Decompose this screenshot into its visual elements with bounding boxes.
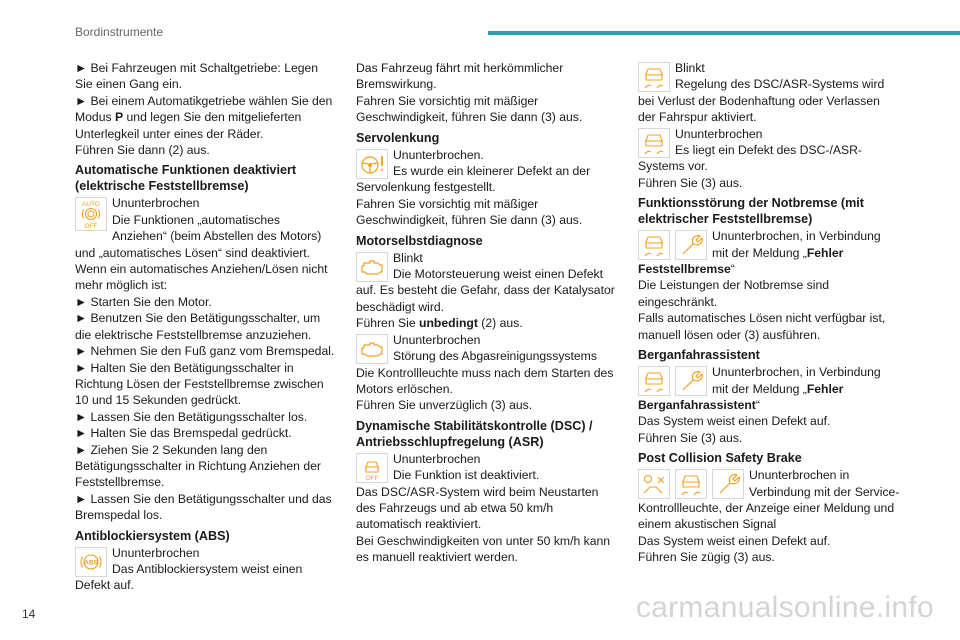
paragraph: Das Antiblockiersystem weist einen Defekt auf.	[75, 561, 303, 593]
column-2	[356, 60, 618, 566]
paragraph: Führen Sie unbedingt (2) aus.	[356, 316, 523, 331]
paragraph: Es liegt ein Defekt des DSC-/ASR-Systems vor.	[638, 143, 862, 174]
state-text: Ununterbrochen	[393, 451, 481, 466]
dsc-skid-icon	[638, 366, 670, 396]
engine-warning-icon	[356, 252, 388, 282]
wrench-icon	[712, 469, 744, 499]
auto-off-warning-icon	[75, 197, 107, 231]
step: ► Halten Sie den Betätigungsschalter in Richtung Lösen der Feststellbremse zwischen 10 und 15 Sekunden gedrückt.	[75, 360, 324, 408]
dsc-off-icon	[356, 453, 388, 483]
column-1	[75, 60, 337, 594]
svg-text:OFF: OFF	[365, 474, 379, 482]
state-text: Ununterbrochen	[112, 545, 200, 560]
heading-dsc: Dynamische Stabilitätskontrolle (DSC) / Antriebsschlupfregelung (ASR)	[356, 418, 593, 449]
paragraph: Es wurde ein kleinerer Defekt an der Servolenkung festgestellt.	[356, 164, 591, 195]
svg-text:AUTO: AUTO	[82, 201, 100, 209]
step: ► Ziehen Sie 2 Sekunden lang den Betätigungsschalter in Richtung Anziehen der Feststellbremse.	[75, 442, 321, 490]
step: ► Nehmen Sie den Fuß ganz vom Bremspedal.	[75, 344, 335, 359]
paragraph: Die Motorsteuerung weist einen Defekt auf. Es besteht die Gefahr, dass der Katalysator beschädigt wird.	[356, 267, 615, 314]
paragraph: ► Bei Fahrzeugen mit Schaltgetriebe: Legen Sie einen Gang ein.	[75, 61, 319, 92]
paragraph: Fahren Sie vorsichtig mit mäßiger Geschwindigkeit, führen Sie dann (3) aus.	[356, 196, 583, 228]
paragraph: Ununterbrochen, in Verbindung mit der Meldung „Fehler Feststellbremse“	[638, 229, 881, 277]
state-text: Blinkt	[393, 250, 423, 265]
paragraph: Das System weist einen Defekt auf.	[638, 414, 831, 429]
heading-berganfahr: Berganfahrassistent	[638, 348, 760, 363]
state-text: Ununterbrochen.	[393, 147, 484, 162]
step: ► Lassen Sie den Betätigungsschalter und das Bremspedal los.	[75, 491, 332, 523]
collision-warning-icon	[638, 469, 670, 499]
heading-abs: Antiblockiersystem (ABS)	[75, 528, 230, 543]
heading-servo: Servolenkung	[356, 130, 440, 145]
paragraph: Ununterbrochen, in Verbindung mit der Meldung „Fehler Berganfahrassistent“	[638, 365, 881, 412]
step: ► Starten Sie den Motor.	[75, 294, 212, 309]
wrench-icon	[675, 366, 707, 396]
state-text: Blinkt	[675, 61, 705, 75]
paragraph: Falls automatisches Lösen nicht verfügbar ist, manuell lösen oder (3) ausführen.	[638, 311, 886, 342]
paragraph: Das Fahrzeug fährt mit herkömmlicher Bremswirkung.	[356, 61, 564, 92]
state-text: Ununterbrochen	[675, 126, 763, 141]
paragraph: Das DSC/ASR-System wird beim Neustarten des Fahrzeugs und ab etwa 50 km/h automatisch reaktiviert.	[356, 484, 599, 532]
svg-text:OFF: OFF	[84, 223, 98, 231]
paragraph: Die Leistungen der Notbremse sind eingeschränkt.	[638, 278, 830, 309]
step: ► Halten Sie das Bremspedal gedrückt.	[75, 426, 292, 441]
column-3	[638, 60, 900, 566]
engine-warning-icon	[356, 334, 388, 364]
paragraph: Die Funktionen „automatisches Anziehen“ (beim Abstellen des Motors) und „automatisches Lösen“ sind deaktiviert.	[75, 212, 322, 260]
dsc-skid-icon	[638, 128, 670, 158]
state-text: Ununterbrochen	[112, 196, 200, 211]
paragraph: Regelung des DSC/ASR-Systems wird bei Verlust der Bodenhaftung oder Verlassen der Fahrspur aktiviert.	[638, 77, 885, 125]
heading-auto-functions: Automatische Funktionen deaktiviert (elektrische Feststellbremse)	[75, 163, 297, 194]
step: ► Lassen Sie den Betätigungsschalter los.	[75, 409, 308, 424]
paragraph: Führen Sie dann (2) aus.	[75, 143, 210, 158]
heading-pcsb: Post Collision Safety Brake	[638, 451, 802, 466]
paragraph: Führen Sie zügig (3) aus.	[638, 550, 775, 565]
paragraph: Die Kontrollleuchte muss nach dem Starten des Motors erlöschen.	[356, 365, 614, 396]
page-number: 14	[22, 607, 36, 621]
paragraph: Ununterbrochen in Verbindung mit der Service-Kontrollleuchte, der Anzeige einer Meldung und einem akustischen Signal	[638, 468, 900, 532]
steering-wheel-warning-icon	[356, 149, 388, 179]
paragraph: Wenn ein automatisches Anziehen/Lösen nicht mehr möglich ist:	[75, 262, 328, 293]
paragraph: Führen Sie (3) aus.	[638, 430, 743, 445]
heading-motor: Motorselbstdiagnose	[356, 233, 483, 248]
heading-notbremse: Funktionsstörung der Notbremse (mit elektrischer Feststellbremse)	[638, 196, 864, 227]
watermark: carmanualsonline.info	[635, 591, 934, 624]
paragraph: Die Funktion ist deaktiviert.	[393, 468, 540, 483]
step: ► Benutzen Sie den Betätigungsschalter, um die elektrische Feststellbremse anzuziehen.	[75, 311, 321, 342]
paragraph: Führen Sie unverzüglich (3) aus.	[356, 398, 533, 413]
svg-text:ABS: ABS	[84, 559, 98, 567]
abs-warning-icon	[75, 547, 107, 577]
dsc-skid-icon	[675, 469, 707, 499]
dsc-skid-icon	[638, 230, 670, 260]
paragraph: Das System weist einen Defekt auf.	[638, 533, 831, 548]
section-header: Bordinstrumente	[75, 25, 164, 39]
state-text: Ununterbrochen	[393, 332, 481, 347]
paragraph: ► Bei einem Automatikgetriebe wählen Sie den Modus P und legen Sie den mitgelieferten Unterlegkeil unter eines der Räder.	[75, 93, 333, 141]
wrench-icon	[675, 230, 707, 260]
paragraph: Störung des Abgasreinigungssystems	[393, 349, 597, 364]
paragraph: Fahren Sie vorsichtig mit mäßiger Geschwindigkeit, führen Sie dann (3) aus.	[356, 93, 583, 125]
paragraph: Bei Geschwindigkeiten von unter 50 km/h kann es manuell reaktiviert werden.	[356, 533, 611, 565]
paragraph: Führen Sie (3) aus.	[638, 175, 743, 190]
header-accent-bar	[488, 31, 960, 35]
dsc-skid-icon	[638, 62, 670, 92]
